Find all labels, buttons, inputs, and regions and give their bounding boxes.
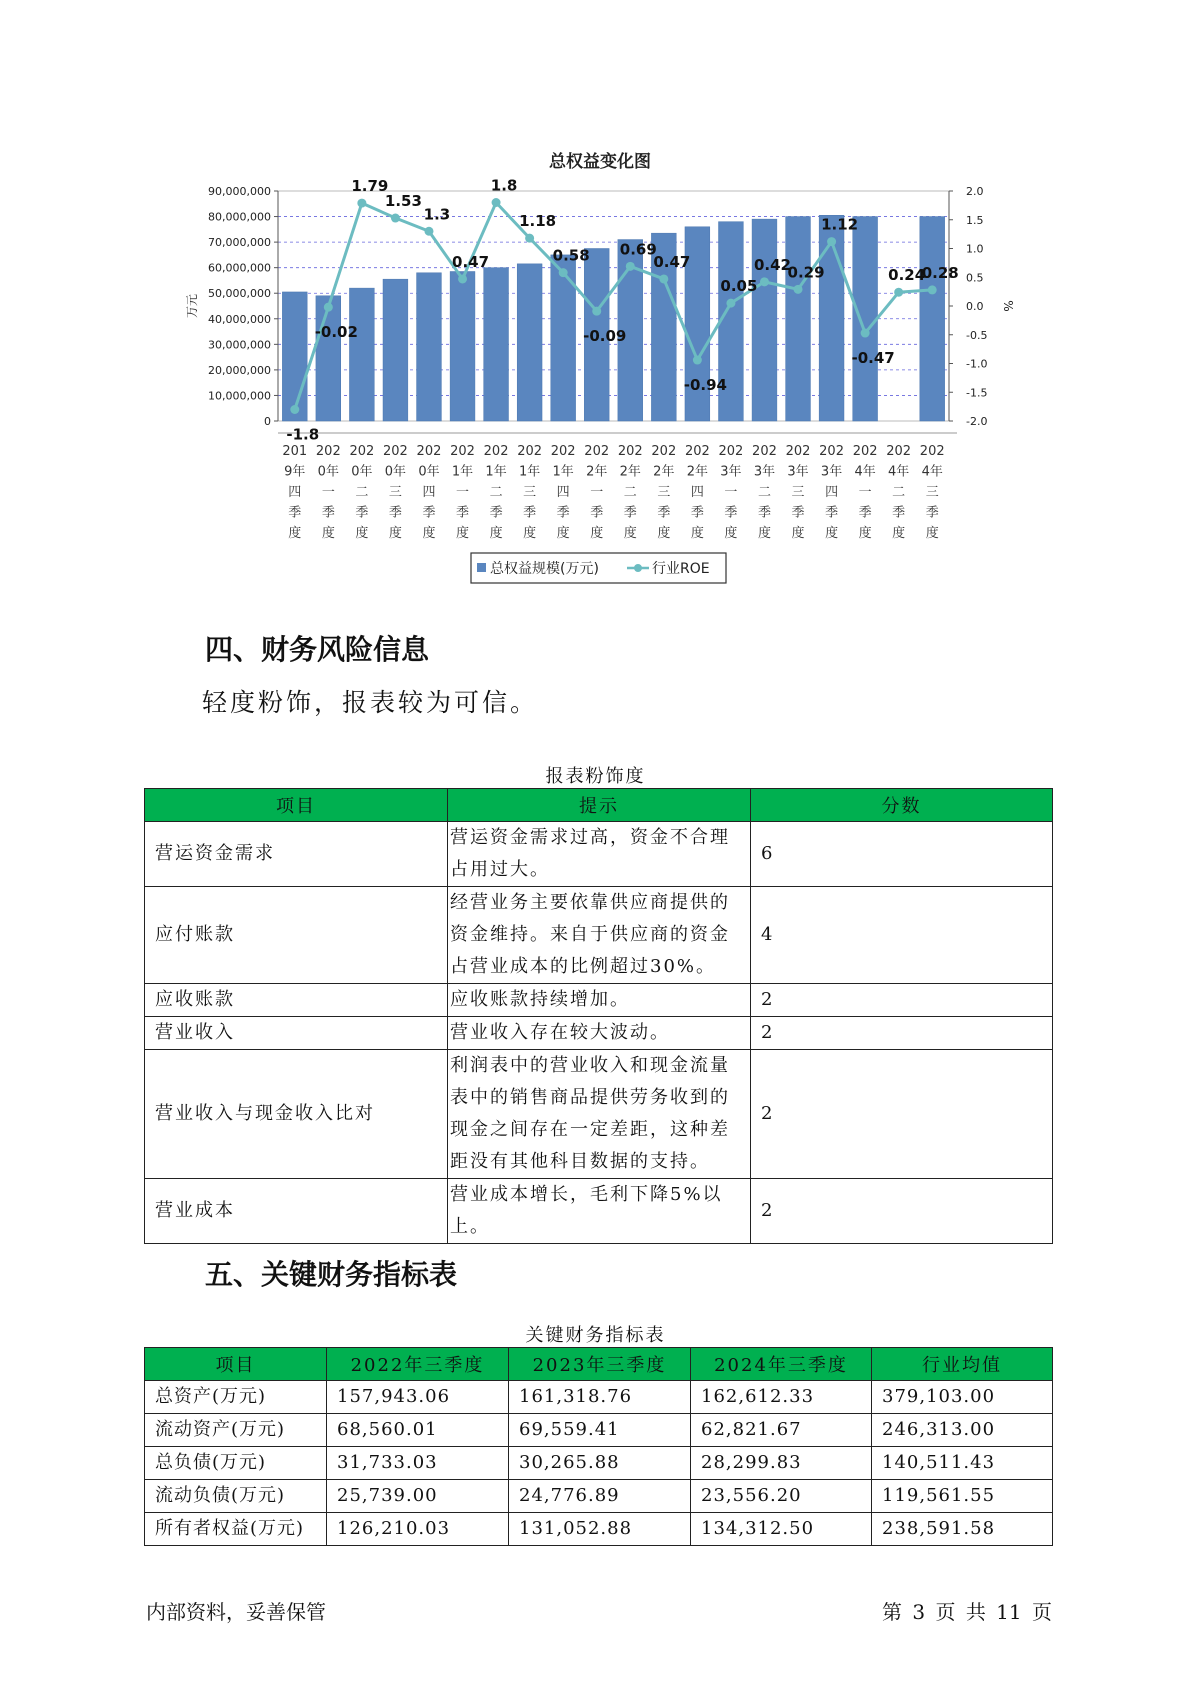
risk-tip: 营运资金需求过高，资金不合理占用过大。 [448,822,751,887]
x-tick-label: 三 [791,485,805,500]
x-tick-label: 季 [590,505,604,521]
y2-tick-label: -1.5 [966,386,988,400]
roe-point [424,227,433,236]
x-tick-label: 度 [388,526,402,541]
risk-item: 应收账款 [145,984,448,1017]
x-tick-label: 0年 [351,464,373,480]
bar [282,292,307,421]
x-tick-label: 一 [858,485,872,500]
x-tick-label: 202 [718,444,744,459]
roe-point [290,405,299,414]
y-tick-label: 90,000,000 [208,185,271,198]
kpi-table-header-row [145,1348,1053,1381]
y-tick-label: 60,000,000 [208,261,271,275]
x-tick-label: 1年 [552,464,574,480]
roe-point [492,198,501,207]
x-tick-label: 1年 [518,464,541,480]
x-tick-label: 三 [523,485,537,500]
risk-table [144,788,1053,1244]
x-tick-label: 一 [321,485,335,500]
y-tick-label: 40,000,000 [208,312,271,326]
kpi-item: 总负债(万元) [145,1447,327,1480]
x-tick-label: 202 [483,444,509,459]
y-axis-label: 万元 [185,293,199,319]
x-tick-label: 202 [450,444,475,459]
x-tick-label: 季 [690,505,704,521]
risk-item: 营业成本 [145,1179,448,1244]
roe-point [659,274,668,283]
roe-data-label: 0.47 [452,252,490,271]
kpi-value: 23,556.20 [691,1480,872,1513]
x-tick-label: 3年 [720,464,742,480]
kpi-value: 69,559.41 [509,1414,691,1447]
x-tick-label: 202 [383,444,408,459]
y-tick-label: 30,000,000 [208,338,271,352]
risk-score: 2 [751,1179,1053,1244]
x-tick-label: 度 [422,526,436,541]
x-tick-label: 季 [623,505,637,521]
risk-score: 2 [751,1017,1053,1050]
x-tick-label: 季 [456,505,470,521]
x-tick-label: 202 [315,444,341,459]
x-tick-label: 季 [489,505,503,521]
equity-chart [0,0,1191,600]
roe-data-label: 0.24 [888,266,926,285]
bar [383,279,408,421]
x-tick-label: 202 [517,444,543,459]
y2-tick-label: -2.0 [966,415,988,428]
bar [551,255,576,421]
x-tick-label: 度 [657,526,671,541]
x-tick-label: 度 [858,526,872,541]
roe-point [760,277,769,286]
y2-tick-label: 0.5 [966,271,984,285]
risk-item: 营运资金需求 [145,822,448,887]
x-tick-label: 四 [825,485,839,500]
x-tick-label: 度 [321,526,335,541]
roe-data-label: 0.28 [921,263,959,282]
x-tick-label: 季 [288,505,302,521]
kpi-value: 62,821.67 [691,1414,872,1447]
x-tick-label: 202 [349,444,375,459]
y-tick-label: 80,000,000 [208,210,271,224]
x-tick-label: 9年 [284,464,306,480]
roe-point [626,262,635,271]
x-tick-label: 202 [550,444,576,459]
table-row [145,822,1053,887]
chart-title: 总权益变化图 [549,152,651,172]
x-tick-label: 度 [892,526,906,541]
x-tick-label: 季 [388,505,402,521]
x-tick-label: 季 [523,505,537,521]
x-tick-label: 度 [288,526,302,541]
x-tick-label: 季 [791,505,805,521]
kpi-value: 379,103.00 [872,1381,1053,1414]
x-tick-label: 202 [819,444,844,459]
y2-tick-label: 0.0 [966,300,984,313]
table-row [145,984,1053,1017]
x-tick-label: 二 [489,485,503,500]
x-tick-label: 202 [886,444,912,459]
section4-heading: 四、财务风险信息 [205,633,430,666]
roe-point [827,237,836,246]
table-row [145,1381,1053,1414]
kpi-value: 131,052.88 [509,1513,691,1546]
risk-header-tip: 提示 [448,789,751,822]
kpi-value: 24,776.89 [509,1480,691,1513]
x-tick-label: 季 [757,505,771,521]
equity-chart-svg [0,0,1191,600]
roe-point [928,285,937,294]
kpi-item: 所有者权益(万元) [145,1513,327,1546]
x-tick-label: 度 [791,526,805,541]
x-tick-label: 季 [657,505,671,521]
kpi-value: 157,943.06 [327,1381,509,1414]
x-tick-label: 季 [892,505,906,521]
table-row [145,887,1053,984]
roe-point [391,214,400,223]
legend-line-label: 行业ROE [652,561,710,577]
x-tick-label: 度 [623,526,637,541]
risk-score: 4 [751,887,1053,984]
x-tick-label: 度 [925,526,939,541]
table-row [145,1179,1053,1244]
bar [752,219,777,421]
kpi-value: 161,318.76 [509,1381,691,1414]
x-tick-label: 季 [355,505,369,521]
risk-tip: 营业收入存在较大波动。 [448,1017,751,1050]
kpi-value: 126,210.03 [327,1513,509,1546]
kpi-value: 30,265.88 [509,1447,691,1480]
footer-confidential: 内部资料，妥善保管 [146,1600,326,1624]
roe-data-label: -0.94 [683,376,727,395]
x-tick-label: 度 [690,526,704,541]
roe-data-label: 0.29 [787,263,825,282]
x-tick-label: 1年 [451,464,474,480]
kpi-value: 162,612.33 [691,1381,872,1414]
x-tick-label: 1年 [485,464,507,480]
x-tick-label: 二 [355,485,369,500]
roe-data-label: 0.47 [653,252,691,271]
x-tick-label: 四 [422,485,436,500]
x-tick-label: 2年 [653,464,675,480]
x-tick-label: 0年 [317,464,339,480]
risk-header-item: 项目 [145,789,448,822]
x-tick-label: 202 [416,444,442,459]
legend-line-marker [634,564,642,572]
risk-tip: 利润表中的营业收入和现金流量表中的销售商品提供劳务收到的现金之间存在一定差距，这种差距没有其他科目数据的支持。 [448,1050,751,1179]
roe-data-label: 0.69 [619,240,657,259]
risk-table-header-row [145,789,1053,822]
x-tick-label: 4年 [921,464,943,480]
bar [349,288,374,421]
roe-point [693,356,702,365]
x-tick-label: 季 [724,505,738,521]
bar [920,217,945,421]
x-tick-label: 0年 [384,464,407,480]
kpi-value: 28,299.83 [691,1447,872,1480]
roe-data-label: 0.42 [753,255,791,274]
x-tick-label: 二 [757,485,771,500]
y2-tick-label: -0.5 [966,328,988,342]
roe-data-label: 1.3 [423,205,451,224]
kpi-value: 119,561.55 [872,1480,1053,1513]
roe-point [525,234,534,243]
x-tick-label: 3年 [787,464,809,480]
table-row [145,1513,1053,1546]
kpi-value: 246,313.00 [872,1414,1053,1447]
x-tick-label: 度 [724,526,738,541]
risk-tip: 应收账款持续增加。 [448,984,751,1017]
x-tick-label: 3年 [820,464,843,480]
footer-page-number: 第 3 页 共 11 页 [882,1600,1052,1624]
table-row [145,1447,1053,1480]
x-tick-label: 三 [388,485,402,500]
roe-data-label: -0.47 [851,349,895,368]
bar [517,264,542,421]
x-tick-label: 季 [858,505,872,521]
y2-tick-label: -1.0 [966,357,988,371]
x-tick-label: 一 [590,485,604,500]
roe-point [894,288,903,297]
x-tick-label: 季 [925,505,939,521]
x-tick-label: 度 [590,526,604,541]
x-tick-label: 度 [757,526,771,541]
x-tick-label: 度 [489,526,503,541]
x-tick-label: 度 [556,526,570,541]
kpi-value: 238,591.58 [872,1513,1053,1546]
roe-point [559,268,568,277]
x-tick-label: 202 [651,444,677,459]
y-tick-label: 10,000,000 [208,389,271,403]
y-tick-label: 50,000,000 [208,287,271,301]
x-tick-label: 202 [617,444,643,459]
kpi-header-2024q3: 2024年三季度 [691,1348,872,1381]
x-tick-label: 一 [724,485,738,500]
x-tick-label: 季 [556,505,570,521]
kpi-item: 流动负债(万元) [145,1480,327,1513]
bar [484,268,509,421]
legend-bar-label: 总权益规模(万元) [490,561,599,577]
x-tick-label: 202 [785,444,811,459]
y-tick-label: 20,000,000 [208,363,271,377]
kpi-value: 140,511.43 [872,1447,1053,1480]
section5-heading: 五、关键财务指标表 [205,1258,458,1291]
bar [316,296,341,421]
x-tick-label: 一 [456,485,470,500]
y2-tick-label: 2.0 [966,185,984,198]
x-tick-label: 2年 [619,464,641,480]
risk-tip: 经营业务主要依靠供应商提供的资金维持。来自于供应商的资金占营业成本的比例超过30%。 [448,887,751,984]
y2-axis-label: % [1001,300,1015,312]
table-row [145,1480,1053,1513]
x-tick-label: 三 [657,485,671,500]
roe-point [458,274,467,283]
roe-point [592,307,601,316]
risk-score: 6 [751,822,1053,887]
risk-score: 2 [751,1050,1053,1179]
roe-data-label: 1.8 [490,176,518,195]
table-row [145,1017,1053,1050]
kpi-table [144,1347,1053,1546]
x-tick-label: 202 [584,444,610,459]
x-tick-label: 季 [422,505,436,521]
roe-data-label: 1.12 [821,215,859,234]
roe-data-label: -0.02 [314,323,358,342]
x-tick-label: 三 [925,485,939,500]
x-tick-label: 二 [623,485,637,500]
x-tick-label: 202 [852,444,878,459]
y-tick-label: 70,000,000 [208,236,271,250]
risk-item: 营业收入 [145,1017,448,1050]
roe-data-label: 1.53 [384,192,422,211]
x-tick-label: 3年 [753,464,776,480]
roe-data-label: 1.18 [519,212,557,231]
x-tick-label: 0年 [418,464,440,480]
y2-tick-label: 1.0 [966,242,984,256]
kpi-header-industry-avg: 行业均值 [872,1348,1053,1381]
roe-data-label: -0.09 [583,327,627,346]
x-tick-label: 202 [752,444,777,459]
kpi-value: 68,560.01 [327,1414,509,1447]
kpi-item: 流动资产(万元) [145,1414,327,1447]
roe-data-label: -1.8 [286,425,320,444]
roe-point [861,329,870,338]
x-tick-label: 四 [690,485,704,500]
x-tick-label: 2年 [586,464,608,480]
x-tick-label: 202 [919,444,945,459]
kpi-header-2022q3: 2022年三季度 [327,1348,509,1381]
x-tick-label: 度 [523,526,537,541]
x-tick-label: 季 [825,505,839,521]
x-tick-label: 201 [282,444,308,459]
x-tick-label: 二 [892,485,906,500]
risk-tip: 营业成本增长，毛利下降5%以上。 [448,1179,751,1244]
bar [786,217,811,421]
x-tick-label: 2年 [686,464,709,480]
bar [417,273,442,421]
risk-item: 应付账款 [145,887,448,984]
legend-bar-swatch [477,563,486,572]
x-tick-label: 4年 [888,464,910,480]
bar [450,272,475,422]
roe-point [324,303,333,312]
x-tick-label: 四 [288,485,302,500]
kpi-item: 总资产(万元) [145,1381,327,1414]
risk-item: 营业收入与现金收入比对 [145,1050,448,1179]
table-row [145,1050,1053,1179]
x-tick-label: 度 [456,526,470,541]
y2-tick-label: 1.5 [966,213,984,227]
roe-point [726,299,735,308]
risk-summary: 轻度粉饰，报表较为可信。 [202,688,539,717]
roe-point [357,199,366,208]
roe-point [794,285,803,294]
kpi-header-2023q3: 2023年三季度 [509,1348,691,1381]
roe-data-label: 1.79 [351,177,389,196]
x-tick-label: 度 [825,526,839,541]
kpi-header-item: 项目 [145,1348,327,1381]
x-tick-label: 4年 [854,464,876,480]
roe-data-label: 0.58 [552,246,590,265]
risk-score: 2 [751,984,1053,1017]
x-tick-label: 202 [684,444,710,459]
bar [853,217,878,421]
table-row [145,1414,1053,1447]
x-tick-label: 四 [556,485,570,500]
kpi-table-caption: 关键财务指标表 [525,1325,666,1346]
x-tick-label: 季 [321,505,335,521]
bar [819,215,844,421]
risk-table-caption: 报表粉饰度 [545,766,646,787]
roe-data-label: 0.05 [720,277,758,296]
kpi-value: 134,312.50 [691,1513,872,1546]
kpi-value: 25,739.00 [327,1480,509,1513]
kpi-value: 31,733.03 [327,1447,509,1480]
risk-header-score: 分数 [751,789,1053,822]
x-tick-label: 度 [355,526,369,541]
y-tick-label: 0 [264,415,271,428]
